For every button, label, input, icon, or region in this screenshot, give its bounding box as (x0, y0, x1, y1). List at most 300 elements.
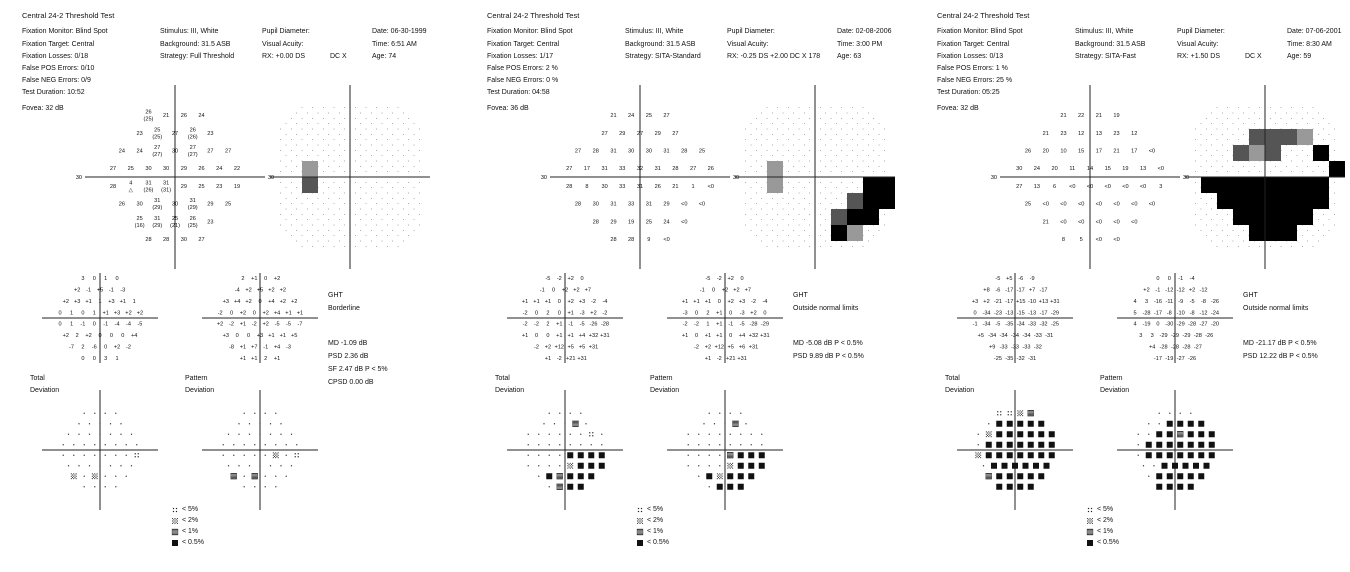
visual-acuity: Visual Acuity: (262, 41, 304, 48)
prob-dot (291, 434, 292, 435)
axis-label: 30 (733, 175, 740, 181)
prob-05pct (1017, 442, 1023, 448)
grid-value: 0 (121, 333, 125, 340)
grid-value: -1 (1155, 287, 1161, 294)
grid-value: 25 (645, 113, 652, 120)
grid-value: +1 (693, 298, 700, 305)
grid-value: +7 (251, 344, 258, 351)
prob-1pct (727, 452, 733, 458)
prob-dot (1138, 455, 1139, 456)
prob-05pct (1087, 540, 1093, 546)
grid-value: +2 (567, 276, 574, 283)
grid-value: +32 (588, 333, 599, 340)
grid-value: 22 (233, 166, 241, 173)
grid-value: -26 (1188, 355, 1197, 362)
grid-value: -5 (995, 321, 1001, 328)
prob-05pct (1007, 421, 1013, 427)
prob-05pct (578, 463, 584, 469)
visual-acuity: Visual Acuity: (1177, 41, 1219, 48)
grid-value: -2 (682, 321, 688, 328)
defect-cell (1265, 209, 1281, 225)
fixation-target: Fixation Target: Central (487, 41, 560, 48)
grid-value: 30 (1016, 166, 1023, 173)
grid-value: -1 (86, 287, 92, 294)
prob-05pct (738, 463, 744, 469)
total-deviation-label: Deviation (945, 387, 975, 394)
total-deviation-label: Total (30, 375, 45, 382)
prob-dot (244, 455, 245, 456)
patient-age: Age: 59 (1287, 53, 1312, 60)
prob-05pct (1028, 431, 1034, 437)
axis-label: 30 (990, 175, 997, 181)
grid-value: -6 (1018, 276, 1024, 283)
background-value: Background: 31.5 ASB (625, 41, 696, 48)
prob-dot (233, 444, 234, 445)
grid-value: -16 (1153, 298, 1162, 305)
prob-05pct (1156, 452, 1162, 458)
prob-05pct (727, 484, 733, 490)
total-deviation-label: Total (945, 375, 960, 382)
prob-05pct (1167, 452, 1173, 458)
grid-value: +5 (96, 287, 104, 294)
grid-value: 29 (180, 166, 187, 173)
prob-05pct (748, 463, 754, 469)
total-deviation-label: Total (495, 375, 510, 382)
prob-dot (1143, 465, 1144, 466)
grid-value: +2 (85, 333, 92, 340)
grid-value: +1 (521, 298, 529, 305)
ght-label: GHT (793, 292, 808, 299)
grid-value: -5 (274, 321, 280, 328)
grid-value: -12 (1199, 287, 1208, 294)
grid-value: 27 (1016, 183, 1023, 190)
pattern-deviation-label: Deviation (650, 387, 680, 394)
grid-value: 26 (189, 215, 196, 222)
grid-value: +1 (556, 321, 563, 328)
prob-dot (68, 434, 69, 435)
grid-value: -31 (1028, 355, 1037, 362)
test-date: Date: 02-08-2006 (837, 28, 892, 35)
grid-value: +3 (222, 298, 229, 305)
prob-dot (94, 444, 95, 445)
prob-05pct (1049, 431, 1055, 437)
grid-value: 19 (1122, 166, 1129, 173)
grid-value: -1 (80, 321, 86, 328)
grid-value: -17 (1039, 287, 1048, 294)
grid-value: 4 (1133, 298, 1137, 305)
prob-dot (131, 434, 132, 435)
total-prob-axes (42, 390, 158, 510)
prob-5pct (135, 453, 139, 457)
prob-dot (528, 455, 529, 456)
grid-value: -5 (579, 321, 585, 328)
prob-dot (110, 465, 111, 466)
grid-value: 0 (1156, 321, 1160, 328)
grid-value: -32 (1033, 344, 1042, 351)
global-index: MD -5.08 dB P < 0.5% (793, 340, 863, 347)
fixation-monitor: Fixation Monitor: Blind Spot (22, 28, 108, 35)
prob-5pct (295, 453, 299, 457)
prob-dot (233, 455, 234, 456)
grid-value: 27 (566, 166, 573, 173)
prob-05pct (1167, 421, 1173, 427)
grid-value: 0 (580, 276, 584, 283)
grid-value: 5 (1079, 236, 1083, 243)
false-neg-errors: False NEG Errors: 0 % (487, 77, 559, 84)
grid-value: <0 (698, 201, 706, 208)
prob-05pct (996, 484, 1002, 490)
prob-1pct (252, 473, 258, 479)
grid-value: 0 (252, 310, 256, 317)
grid-value: -29 (1182, 333, 1191, 340)
grid-value: <0 (1069, 183, 1076, 190)
ght-value: Borderline (328, 305, 360, 312)
prob-dot (559, 455, 560, 456)
prob-dot (259, 434, 260, 435)
defect-cell (1217, 177, 1233, 193)
grid-value: -1 (108, 287, 114, 294)
grid-value: -2 (251, 321, 257, 328)
prob-dot (528, 444, 529, 445)
grid-value: 27 (689, 166, 697, 173)
grid-value: +1 (556, 333, 563, 340)
grid-value: <0 (1131, 219, 1138, 226)
grid-value: -28 (600, 321, 609, 328)
grid-value: +31 (760, 333, 770, 340)
defect-cell (1265, 193, 1281, 209)
grid-value: 19 (1113, 113, 1120, 120)
grid-value: 1 (691, 183, 695, 190)
defect-cell (847, 209, 863, 225)
grid-value: 25 (198, 183, 205, 190)
prob-dot (89, 423, 90, 424)
grid-value: -1 (699, 287, 705, 294)
prob-dot (745, 423, 746, 424)
prob-dot (280, 465, 281, 466)
grid-value: -2 (217, 310, 223, 317)
grid-value: 0 (534, 333, 539, 340)
grid-value: 3 (1139, 333, 1143, 340)
prob-dot (254, 455, 255, 456)
grid-value: +1 (279, 333, 286, 340)
grid-value: 2 (75, 333, 79, 340)
axis-label: 30 (75, 175, 82, 181)
prob-dot (761, 444, 762, 445)
prob-05pct (567, 473, 573, 479)
prob-05pct (986, 442, 992, 448)
prob-dot (983, 465, 984, 466)
legend-entry: < 1% (647, 528, 664, 535)
defect-cell (1265, 129, 1281, 145)
prob-dot (740, 444, 741, 445)
grid-value: -30 (1165, 321, 1174, 328)
grid-value: -31 (1045, 333, 1054, 340)
prob-dot (580, 444, 581, 445)
false-pos-errors: False POS Errors: 2 % (487, 65, 558, 72)
prob-05pct (1049, 452, 1055, 458)
grid-value: -25 (993, 355, 1002, 362)
grid-value: 21 (672, 183, 679, 190)
prob-dot (244, 486, 245, 487)
grid-value: 27 (663, 113, 670, 120)
defect-cell (1281, 193, 1297, 209)
prob-dot (73, 444, 74, 445)
grid-value: <0 (1148, 201, 1156, 208)
grid-value: -28 (1142, 310, 1151, 317)
grid-value: +2 (1188, 287, 1196, 294)
prob-dot (580, 434, 581, 435)
legend-entry: < 0.5% (1097, 539, 1119, 546)
grid-value: (31) (161, 187, 172, 194)
legend-entry: < 0.5% (182, 539, 204, 546)
grid-value: 15 (1104, 166, 1111, 173)
prob-1pct (1087, 529, 1093, 535)
prob-05pct (588, 463, 594, 469)
prob-2pct (1017, 410, 1023, 416)
prob-dot (238, 465, 239, 466)
grid-value: -26 (589, 321, 598, 328)
pupil-diameter: Pupil Diameter: (727, 28, 775, 35)
grid-value: 25 (171, 215, 179, 222)
grid-value: 28 (163, 236, 170, 243)
prob-dot (698, 455, 699, 456)
grid-value: 26 (707, 166, 714, 173)
grid-value: (27) (187, 151, 198, 158)
test-duration: Test Duration: 04:58 (487, 89, 550, 96)
prob-dot (78, 434, 79, 435)
prob-05pct (991, 463, 997, 469)
legend-entry: < 1% (182, 528, 199, 535)
grid-value: 0 (763, 310, 767, 317)
grid-value: (21) (170, 222, 180, 229)
prob-dot (988, 423, 989, 424)
prob-dot (1153, 465, 1154, 466)
grid-value: (25) (187, 222, 198, 229)
grid-value: (27) (152, 151, 163, 158)
grayscale-axes (270, 85, 430, 269)
grid-value: +1 (704, 298, 712, 305)
grid-value: -1 (539, 287, 545, 294)
grid-value: +4 (738, 333, 746, 340)
prob-1pct (986, 473, 992, 479)
test-time: Time: 3:00 PM (837, 41, 883, 48)
grid-value: 0 (98, 333, 102, 340)
prob-dot (570, 413, 571, 414)
legend-entry: < 2% (647, 517, 664, 524)
prob-dot (84, 444, 85, 445)
prob-dot (291, 465, 292, 466)
false-neg-errors: False NEG Errors: 0/9 (22, 77, 91, 84)
prob-dot (94, 413, 95, 414)
defect-cell (1233, 209, 1249, 225)
prob-05pct (759, 452, 765, 458)
grid-value: <0 (663, 236, 670, 243)
grid-value: 26 (189, 127, 196, 134)
grid-value: 27 (171, 130, 179, 137)
test-title: Central 24-2 Threshold Test (487, 11, 580, 20)
defect-cell (1313, 145, 1329, 161)
grid-value: -2 (534, 321, 539, 328)
grid-value: 3 (1159, 183, 1163, 190)
grid-value: -3 (682, 310, 688, 317)
defect-cell (1217, 193, 1233, 209)
fixation-losses: Fixation Losses: 0/13 (937, 53, 1004, 60)
prob-dot (549, 486, 550, 487)
prob-05pct (1209, 452, 1215, 458)
prob-05pct (546, 473, 552, 479)
defect-cell (1265, 177, 1281, 193)
grid-value: -9 (1178, 298, 1184, 305)
prob-dot (99, 423, 100, 424)
grid-value: 0 (557, 298, 561, 305)
grid-value: -2 (522, 310, 528, 317)
prob-dot (94, 455, 95, 456)
prob-dot (280, 423, 281, 424)
grid-value: 25 (127, 166, 134, 173)
pattern-deviation-prob (1138, 413, 1215, 490)
prob-05pct (1198, 473, 1204, 479)
prob-dot (580, 413, 581, 414)
grid-value: 21 (1042, 219, 1049, 226)
prob-1pct (573, 421, 579, 427)
grid-value: 3 (104, 355, 108, 362)
total-deviation-label: Deviation (30, 387, 60, 394)
grid-value: 0 (729, 333, 733, 340)
defect-cell (847, 225, 863, 241)
grid-value: -35 (1005, 321, 1014, 328)
grid-value: 0 (81, 355, 85, 362)
prob-dot (249, 423, 250, 424)
grid-value: -3 (739, 310, 745, 317)
defect-cell (879, 177, 895, 193)
prob-5pct (1008, 411, 1012, 415)
grid-value: +2 (983, 298, 990, 305)
grid-value: <0 (1113, 201, 1120, 208)
grid-value: 27 (198, 236, 205, 243)
grid-value: +3 (578, 298, 586, 305)
prob-dot (254, 413, 255, 414)
prob-dot (730, 413, 731, 414)
prob-05pct (1007, 442, 1013, 448)
prob-dot (63, 455, 64, 456)
defect-cell (1249, 145, 1265, 161)
prob-05pct (1172, 463, 1178, 469)
prob-dot (89, 434, 90, 435)
grid-value: 0 (729, 310, 733, 317)
prob-dot (698, 434, 699, 435)
grid-value: 0 (546, 333, 550, 340)
grid-value: +4 (273, 344, 281, 351)
grid-value: +3 (222, 333, 229, 340)
prob-dot (270, 423, 271, 424)
grid-value: +2 (721, 287, 729, 294)
prob-dot (1169, 413, 1170, 414)
prob-1pct (557, 473, 563, 479)
grid-value: 29 (663, 201, 670, 208)
grid-value: 29 (207, 201, 214, 208)
prob-2pct (172, 518, 178, 524)
prob-dot (549, 455, 550, 456)
grid-value: 24 (663, 219, 670, 226)
grid-value: +3 (971, 298, 979, 305)
total-deviation-label: Deviation (495, 387, 525, 394)
grid-value: 33 (619, 183, 626, 190)
prob-05pct (996, 421, 1002, 427)
grid-value: +2 (62, 333, 69, 340)
prob-dot (228, 465, 229, 466)
prob-dot (115, 476, 116, 477)
legend-entry: < 0.5% (647, 539, 669, 546)
grid-value: 1 (104, 276, 108, 283)
prob-dot (724, 423, 725, 424)
prob-dot (265, 486, 266, 487)
grid-value: -6 (995, 287, 1001, 294)
prob-05pct (1177, 442, 1183, 448)
grid-value: +1 (102, 310, 109, 317)
grid-value: 22 (1078, 113, 1085, 120)
prob-dot (570, 434, 571, 435)
grid-value: 0 (58, 310, 62, 317)
grid-value: 26 (145, 109, 152, 116)
prob-dot (688, 465, 689, 466)
prob-05pct (759, 463, 765, 469)
defect-cell (1249, 225, 1265, 241)
defect-cell (1297, 129, 1313, 145)
prob-05pct (1188, 484, 1194, 490)
grid-value: <0 (1095, 201, 1103, 208)
prob-dot (1159, 413, 1160, 414)
prob-dot (730, 434, 731, 435)
prob-dot (275, 476, 276, 477)
grid-value: -6 (91, 344, 97, 351)
legend-entry: < 5% (1097, 506, 1114, 513)
grid-value: +31 (1050, 298, 1060, 305)
grid-value: -2 (556, 355, 562, 362)
prob-dot (84, 486, 85, 487)
pattern-deviation-label: Pattern (650, 375, 673, 382)
grid-value: -20 (1210, 321, 1219, 328)
grid-value: -5 (1189, 298, 1195, 305)
prob-dot (698, 465, 699, 466)
grid-value: -5 (995, 276, 1001, 283)
grid-value: +31 (748, 344, 759, 351)
grid-value: -32 (1039, 321, 1048, 328)
grid-value: +4 (578, 333, 586, 340)
prob-05pct (588, 452, 594, 458)
grid-value: 28 (592, 148, 599, 155)
total-deviation-values (59, 276, 144, 362)
prob-dot (105, 413, 106, 414)
pupil-diameter: Pupil Diameter: (1177, 28, 1225, 35)
grid-value: 31 (636, 183, 644, 190)
prob-dot (259, 465, 260, 466)
grid-value: 2 (81, 344, 85, 351)
grid-value: <0 (1113, 219, 1120, 226)
chart-layer (465, 0, 915, 572)
grid-value: -7 (69, 344, 74, 351)
grid-value: 4 (129, 180, 133, 187)
grid-value: -34 (999, 333, 1008, 340)
grid-value: +2 (216, 321, 224, 328)
grid-value: 23 (1060, 130, 1067, 137)
prob-1pct (733, 421, 739, 427)
grid-value: 2 (546, 310, 550, 317)
grid-value: -27 (1199, 321, 1208, 328)
grid-value: 31 (189, 198, 196, 205)
defect-cell (1233, 193, 1249, 209)
grid-value: 0 (104, 344, 108, 351)
grid-value: -25 (1050, 321, 1059, 328)
